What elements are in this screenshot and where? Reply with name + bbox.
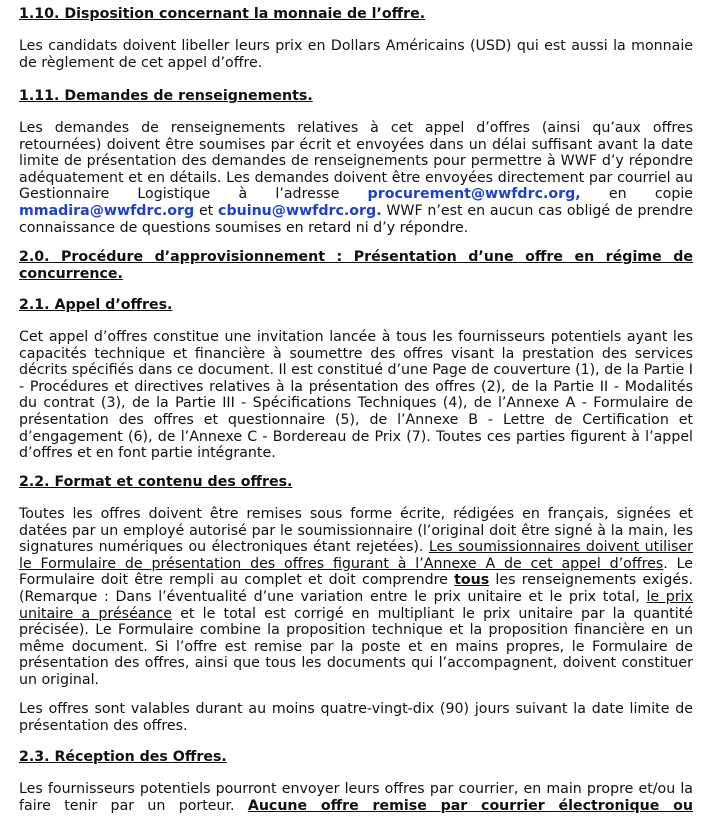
text-segment: Les fournisseurs potentiels pourront envoyer leurs offres par courrier, en main propre et/ou la faire tenir par un porteur.	[19, 781, 693, 814]
section-2-2-text	[19, 506, 693, 689]
text-segment: et	[194, 202, 219, 219]
section-1-10-heading: 1.10. Disposition concernant la monnaie de l’offre.	[19, 6, 426, 22]
email-link-procurement[interactable]: procurement@wwfdrc.org,	[367, 186, 581, 203]
bold-underlined-notice: Aucune offre remise par courrier électronique ou	[247, 797, 693, 814]
section-1-11-heading: 1.11. Demandes de renseignements.	[19, 88, 313, 104]
text-segment: Toutes les offres doivent être remises sous forme écrite, rédigées en français, signées et datées par un employé autorisé par le soumissionnaire (l’original doit être signé à la main, les signatures numériques ou électroniques étant rejetées).	[19, 506, 693, 556]
offer-validity-text: Les offres sont valables durant au moins quatre-vingt-dix (90) jours suivant la date limite de présentation des offres.	[19, 701, 693, 734]
section-2-1-text: Cet appel d’offres constitue une invitation lancée à tous les fournisseurs potentiels ayant les capacités technique et financière à soumettre des offres visant la prestation des services décrits spécifiés dans ce document. Il est constitué d’une Page de couverture (1), de la Partie I - Procédures et directives relatives à la présentation des offres (2), de la Partie II - Modalités du contrat (3), de la Partie III - Spécifications Techniques (4), de l’Annexe A - Formulaire de présentation des offres et questionnaire (5), de l’Annexe B - Lettre de Certification et d’engagement (6), de l’Annexe C - Bordereau de Prix (7). Toutes ces parties figurent à l’appel d’offres et en font partie intégrante.	[19, 329, 693, 462]
text-segment: les renseignements exigés. (Remarque : Dans l’éventualité d’une variation entre le prix unitaire et le prix total,	[19, 572, 693, 605]
emphasis-word: tous	[454, 572, 490, 589]
email-link-mmadira[interactable]: mmadira@wwfdrc.org	[19, 202, 195, 219]
text-segment: Les demandes de renseignements relatives à cet appel d’offres (ainsi qu’aux offres retournées) doivent être soumises par écrit et envoyées dans un délai suffisant avant la date limite de présentation des demandes de renseignements pour permettre à WWF d’y répondre adéquatement et en détails. Les demandes doivent être envoyées directement par courriel au Gestionnaire Logistique à l’adresse	[19, 120, 693, 203]
section-1-11-text	[19, 120, 693, 236]
section-2-3-text	[19, 781, 693, 814]
email-link-cbuinu[interactable]: cbuinu@wwfdrc.org.	[218, 202, 382, 219]
section-2-0-heading: 2.0. Procédure d’approvisionnement : Présentation d’une offre en régime de concurrence.	[19, 249, 693, 282]
text-segment: et le total est corrigé en multipliant le prix unitaire par la quantité précisée). Le Formulaire combine la proposition technique et la proposition financière en un même document. Si l’offre est remise par la poste et en mains propres, le Formulaire de présentation des offres, ainsi que tous les documents qui l’accompagnent, doivent constituer un original.	[19, 605, 693, 688]
section-2-2-heading: 2.2. Format et contenu des offres.	[19, 474, 293, 490]
text-segment: . Le Formulaire doit être rempli au complet et doit comprendre	[19, 555, 694, 589]
section-2-1-heading: 2.1. Appel d’offres.	[19, 297, 173, 313]
underlined-requirement: Les soumissionnaires doivent utiliser le Formulaire de présentation des offres figurant à l’Annexe A de cet appel d’offres	[19, 539, 693, 572]
section-2-3-heading: 2.3. Réception des Offres.	[19, 749, 227, 765]
section-1-10-text: Les candidats doivent libeller leurs prix en Dollars Américains (USD) qui est aussi la monnaie de règlement de cet appel d’offre.	[19, 38, 693, 71]
underlined-precedence: le prix unitaire a préséance	[19, 588, 693, 622]
text-segment: en copie	[580, 186, 693, 203]
text-segment: WWF n’est en aucun cas obligé de prendre connaissance de questions soumises en retard ni d’y répondre.	[19, 202, 693, 236]
